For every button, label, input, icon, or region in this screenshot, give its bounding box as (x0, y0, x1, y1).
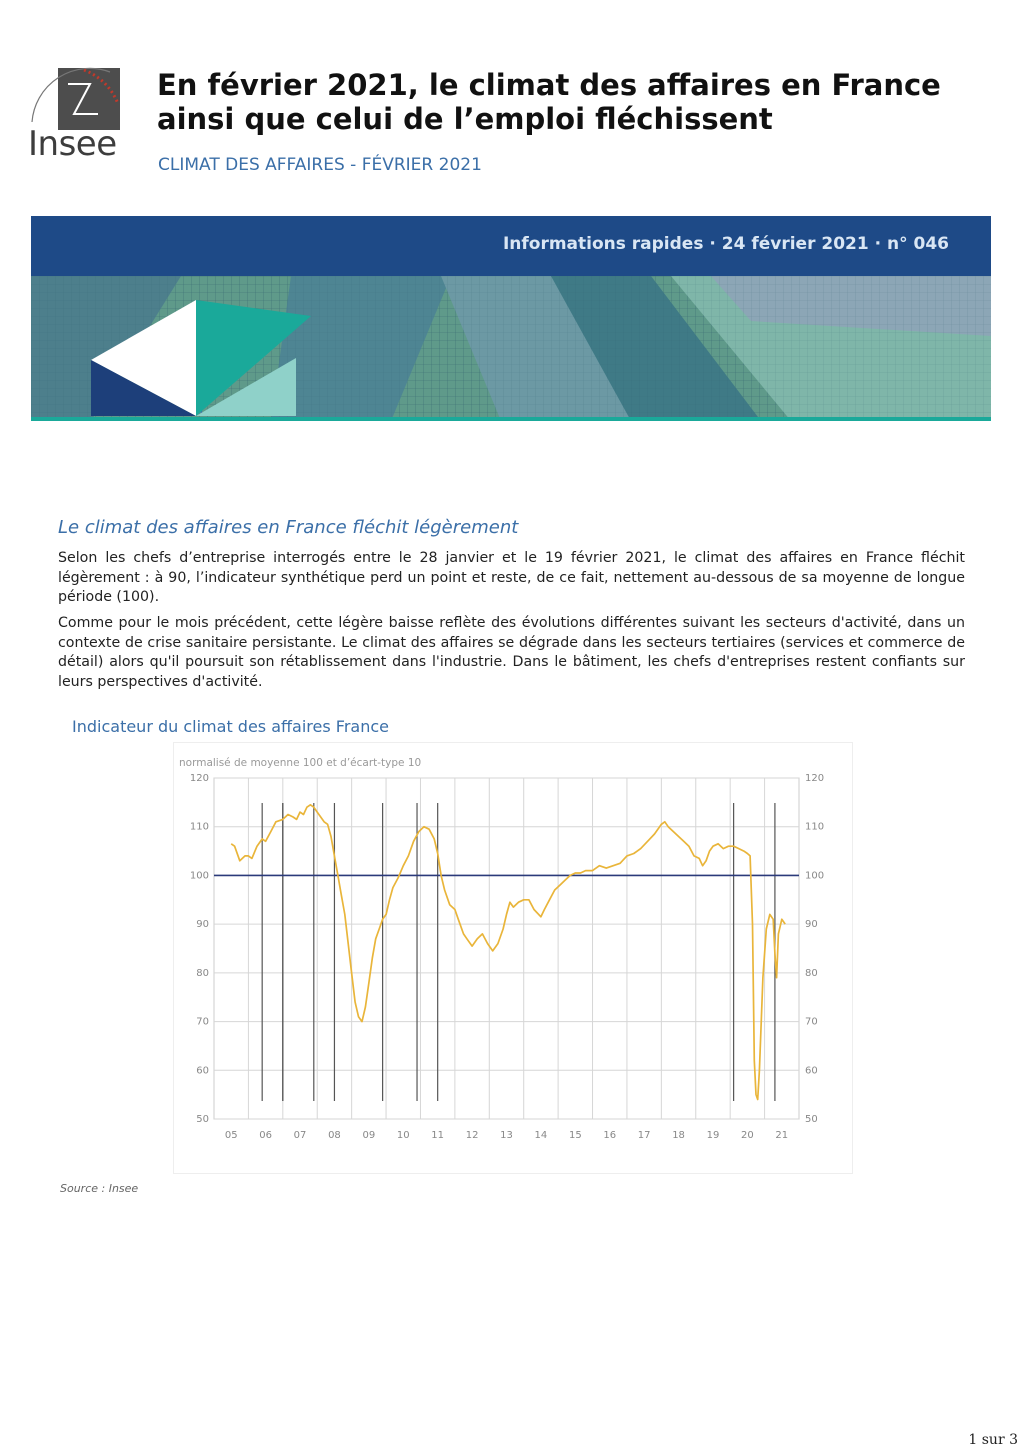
x-tick-label: 06 (259, 1130, 272, 1141)
x-tick-label: 07 (293, 1130, 307, 1141)
paragraph-2: Comme pour le mois précédent, cette légère baisse reflète des évolutions différentes suivant les secteurs d'activité, dans un contexte de crise sanitaire persistante. Le climat des affaires se dégrade dans les secteurs tertiaires (services et commerce de détail) alors qu'il poursuit son rétablissement dans l'industrie. Dans le bâtiment, les chefs d'entreprises restent confiants sur leurs perspectives d'activité. (58, 615, 965, 690)
chart-unit-label: normalisé de moyenne 100 et d’écart-type 10 (179, 757, 422, 769)
y-tick-label-left: 120 (189, 773, 209, 784)
y-tick-label-right: 90 (805, 919, 818, 931)
y-tick-label-left: 100 (189, 870, 209, 882)
page-title: En février 2021, le climat des affaires en France ainsi que celui de l’emploi fléchissent (157, 68, 941, 136)
y-tick-label-left: 90 (196, 919, 209, 931)
publication-banner (31, 216, 991, 421)
x-tick-label: 13 (500, 1130, 513, 1141)
x-tick-label: 11 (431, 1130, 445, 1141)
y-tick-label-left: 70 (196, 1016, 209, 1028)
chart-title: Indicateur du climat des affaires France (72, 717, 389, 736)
x-tick-label: 17 (637, 1130, 651, 1141)
source-note: Source : Insee (60, 1182, 139, 1195)
banner-header-bar (31, 216, 991, 276)
x-tick-label: 16 (603, 1130, 617, 1141)
banner-building-illustration (31, 276, 991, 421)
y-tick-label-right: 50 (805, 1114, 818, 1125)
x-tick-label: 21 (775, 1130, 789, 1141)
page-subtitle: CLIMAT DES AFFAIRES - FÉVRIER 2021 (158, 155, 482, 175)
chart-container (173, 742, 853, 1174)
y-tick-label-right: 60 (805, 1065, 818, 1077)
y-tick-label-right: 70 (805, 1016, 818, 1028)
x-tick-label: 05 (224, 1130, 238, 1141)
x-tick-label: 09 (362, 1130, 376, 1141)
x-tick-label: 15 (568, 1130, 582, 1141)
y-tick-label-left: 80 (196, 967, 209, 979)
y-tick-label-left: 50 (196, 1114, 209, 1125)
x-tick-label: 20 (741, 1130, 754, 1141)
x-tick-label: 10 (396, 1130, 410, 1141)
section-heading: Le climat des affaires en France fléchit légèrement (58, 517, 519, 538)
x-tick-label: 14 (534, 1130, 548, 1141)
logo-wordmark: Insee (28, 124, 117, 164)
y-tick-label-right: 100 (805, 870, 825, 882)
plot-frame (214, 778, 799, 1119)
y-tick-label-right: 110 (805, 821, 825, 833)
x-tick-label: 19 (706, 1130, 720, 1141)
x-tick-label: 18 (672, 1130, 685, 1141)
paragraph-1: Selon les chefs d’entreprise interrogés entre le 28 janvier et le 19 février 2021, le climat des affaires en France fléchit légèrement : à 90, l’indicateur synthétique perd un point et reste, de ce fait, nettement au-dessous de sa moyenne de longue période (100). (58, 550, 965, 605)
x-tick-label: 08 (328, 1130, 341, 1141)
y-tick-label-right: 120 (805, 773, 825, 784)
y-tick-label-left: 110 (189, 821, 209, 833)
page-number: 1 sur 3 (968, 1432, 1018, 1448)
x-tick-label: 12 (465, 1130, 479, 1141)
business-climate-chart (174, 743, 852, 1173)
banner-publication-info: Informations rapides · 24 février 2021 · n° 046 (502, 234, 949, 254)
y-tick-label-left: 60 (196, 1065, 209, 1077)
y-tick-label-right: 80 (805, 967, 818, 979)
